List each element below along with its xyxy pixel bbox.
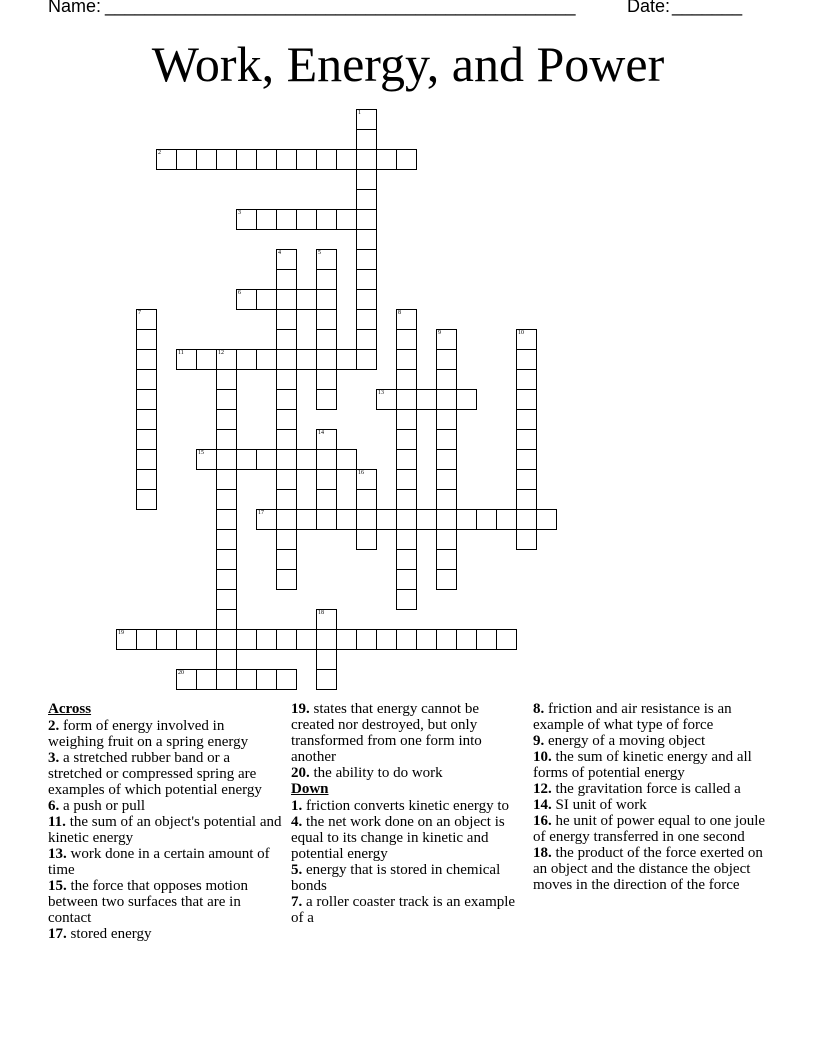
crossword-cell[interactable]	[336, 629, 357, 650]
clue-down-5	[291, 862, 526, 894]
crossword-cell[interactable]	[236, 149, 257, 170]
clue-number: 10.	[533, 749, 552, 765]
crossword-cell[interactable]	[196, 669, 217, 690]
crossword-cell[interactable]	[276, 489, 297, 510]
crossword-cell[interactable]	[536, 509, 557, 530]
crossword-cell[interactable]	[296, 449, 317, 470]
clue-text: a push or pull	[59, 798, 146, 814]
crossword-cell[interactable]	[316, 369, 337, 390]
crossword-cell[interactable]	[216, 509, 237, 530]
crossword-cell[interactable]	[396, 429, 417, 450]
crossword-cell[interactable]	[416, 629, 437, 650]
clue-number: 15.	[48, 878, 67, 894]
crossword-cell[interactable]	[276, 429, 297, 450]
crossword-cell[interactable]	[436, 429, 457, 450]
clue-text: friction converts kinetic energy to	[302, 798, 509, 814]
crossword-cell[interactable]	[336, 509, 357, 530]
crossword-cell[interactable]	[216, 609, 237, 630]
crossword-cell[interactable]	[416, 389, 437, 410]
crossword-cell[interactable]	[376, 149, 397, 170]
cell-clue-number: 4	[278, 250, 281, 256]
clue-number: 19.	[291, 701, 310, 717]
crossword-cell[interactable]	[316, 489, 337, 510]
crossword-cell[interactable]	[436, 389, 457, 410]
crossword-cell[interactable]	[356, 209, 377, 230]
crossword-cell[interactable]	[276, 329, 297, 350]
crossword-cell[interactable]	[436, 369, 457, 390]
crossword-cell[interactable]	[296, 509, 317, 530]
clues-column-1	[48, 701, 283, 942]
crossword-cell[interactable]	[256, 349, 277, 370]
clue-number: 16.	[533, 813, 552, 829]
crossword-cell[interactable]	[316, 389, 337, 410]
crossword-cell[interactable]	[356, 229, 377, 250]
crossword-cell[interactable]	[476, 629, 497, 650]
crossword-cell[interactable]	[316, 649, 337, 670]
cell-clue-number: 12	[218, 350, 224, 356]
crossword-cell[interactable]	[356, 169, 377, 190]
crossword-cell[interactable]	[296, 629, 317, 650]
crossword-cell[interactable]	[396, 469, 417, 490]
crossword-cell[interactable]	[296, 349, 317, 370]
cell-clue-number: 3	[238, 210, 241, 216]
clue-number: 2.	[48, 718, 60, 734]
clue-text: the sum of an object's potential and kinetic energy	[48, 814, 282, 846]
crossword-cell[interactable]	[136, 629, 157, 650]
crossword-cell[interactable]	[336, 149, 357, 170]
crossword-cell[interactable]	[356, 629, 377, 650]
clue-number: 6.	[48, 798, 60, 814]
cell-clue-number: 15	[198, 450, 204, 456]
crossword-cell[interactable]	[356, 269, 377, 290]
crossword-cell[interactable]	[516, 389, 537, 410]
clue-across-11	[48, 814, 283, 846]
cell-clue-number: 1	[358, 110, 361, 116]
crossword-cell[interactable]	[256, 669, 277, 690]
crossword-cell[interactable]	[136, 409, 157, 430]
crossword-cell[interactable]	[356, 289, 377, 310]
cell-clue-number: 2	[158, 150, 161, 156]
crossword-cell[interactable]	[216, 569, 237, 590]
down-heading: Down	[291, 781, 329, 797]
crossword-cell[interactable]	[356, 129, 377, 150]
clue-text: stored energy	[66, 926, 152, 942]
clue-text: a stretched rubber band or a stretched or compressed spring are examples of which potential energy	[48, 750, 262, 798]
clue-across-13	[48, 846, 283, 878]
crossword-cell[interactable]	[516, 409, 537, 430]
crossword-cell[interactable]	[436, 549, 457, 570]
crossword-cell[interactable]	[356, 249, 377, 270]
clue-number: 1.	[291, 798, 303, 814]
crossword-cell[interactable]	[356, 189, 377, 210]
clue-number: 17.	[48, 926, 67, 942]
crossword-cell[interactable]	[356, 469, 377, 490]
clue-down-14	[533, 797, 768, 813]
crossword-cell[interactable]	[276, 349, 297, 370]
clue-down-18	[533, 845, 768, 893]
crossword-cell[interactable]	[256, 289, 277, 310]
crossword-cell[interactable]	[516, 349, 537, 370]
clue-text: the force that opposes motion between two surfaces that are in contact	[48, 878, 248, 926]
crossword-cell[interactable]	[276, 309, 297, 330]
clue-number: 3.	[48, 750, 60, 766]
crossword-cell[interactable]	[236, 449, 257, 470]
crossword-cell[interactable]	[456, 629, 477, 650]
crossword-cell[interactable]	[396, 309, 417, 330]
crossword-cell[interactable]	[276, 509, 297, 530]
crossword-cell[interactable]	[376, 509, 397, 530]
crossword-cell[interactable]	[496, 629, 517, 650]
crossword-cell[interactable]	[176, 669, 197, 690]
clue-text: the sum of kinetic energy and all forms of potential energy	[533, 749, 752, 781]
crossword-cell[interactable]	[316, 289, 337, 310]
page-title: Work, Energy, and Power	[151, 36, 665, 92]
crossword-cell[interactable]	[356, 509, 377, 530]
crossword-cell[interactable]	[396, 149, 417, 170]
clue-across-2	[48, 718, 283, 750]
crossword-cell[interactable]	[316, 149, 337, 170]
crossword-cell[interactable]	[216, 489, 237, 510]
crossword-cell[interactable]	[316, 509, 337, 530]
crossword-cell[interactable]	[276, 549, 297, 570]
crossword-cell[interactable]	[136, 449, 157, 470]
crossword-cell[interactable]	[176, 149, 197, 170]
crossword-cell[interactable]	[316, 329, 337, 350]
clue-number: 7.	[291, 894, 303, 910]
crossword-cell[interactable]	[216, 629, 237, 650]
crossword-cell[interactable]	[136, 389, 157, 410]
crossword-cell[interactable]	[396, 549, 417, 570]
cell-clue-number: 20	[178, 670, 184, 676]
crossword-cell[interactable]	[396, 409, 417, 430]
clue-down-12	[533, 781, 768, 797]
cell-clue-number: 6	[238, 290, 241, 296]
crossword-cell[interactable]	[216, 669, 237, 690]
crossword-cell[interactable]	[176, 349, 197, 370]
crossword-cell[interactable]	[216, 409, 237, 430]
crossword-cell[interactable]	[316, 449, 337, 470]
cell-clue-number: 16	[358, 470, 364, 476]
clue-across-15	[48, 878, 283, 926]
clue-text: states that energy cannot be created nor destroyed, but only transformed from one form into another	[291, 701, 482, 765]
crossword-cell[interactable]	[316, 249, 337, 270]
crossword-cell[interactable]	[316, 629, 337, 650]
crossword-cell[interactable]	[136, 309, 157, 330]
crossword-cell[interactable]	[436, 349, 457, 370]
clue-text: the gravitation force is called a	[551, 781, 741, 797]
crossword-cell[interactable]	[296, 149, 317, 170]
clue-number: 13.	[48, 846, 67, 862]
crossword-cell[interactable]	[396, 589, 417, 610]
crossword-cell[interactable]	[216, 449, 237, 470]
cell-clue-number: 14	[318, 430, 324, 436]
cell-clue-number: 9	[438, 330, 441, 336]
clue-number: 5.	[291, 862, 303, 878]
clue-down-7	[291, 894, 526, 926]
clue-number: 14.	[533, 797, 552, 813]
clue-text: he unit of power equal to one joule of energy transferred in one second	[533, 813, 766, 845]
crossword-cell[interactable]	[216, 589, 237, 610]
crossword-cell[interactable]	[516, 469, 537, 490]
crossword-cell[interactable]	[116, 629, 137, 650]
clues-column-3	[533, 701, 768, 893]
crossword-cell[interactable]	[256, 209, 277, 230]
crossword-cell[interactable]	[216, 649, 237, 670]
cell-clue-number: 17	[258, 510, 264, 516]
clue-text: work done in a certain amount of time	[48, 846, 270, 878]
crossword-cell[interactable]	[396, 349, 417, 370]
crossword-cell[interactable]	[256, 149, 277, 170]
crossword-cell[interactable]	[236, 209, 257, 230]
crossword-cell[interactable]	[356, 149, 377, 170]
cell-clue-number: 10	[518, 330, 524, 336]
clue-text: form of energy involved in weighing fruit on a spring energy	[48, 718, 249, 750]
crossword-cell[interactable]	[396, 369, 417, 390]
crossword-cell[interactable]	[396, 329, 417, 350]
crossword-cell[interactable]	[356, 109, 377, 130]
crossword-cell[interactable]	[276, 469, 297, 490]
crossword-cell[interactable]	[176, 629, 197, 650]
clue-text: SI unit of work	[551, 797, 647, 813]
crossword-cell[interactable]	[196, 629, 217, 650]
clue-across-6	[48, 798, 283, 814]
crossword-cell[interactable]	[136, 329, 157, 350]
crossword-cell[interactable]	[236, 629, 257, 650]
crossword-cell[interactable]	[136, 369, 157, 390]
crossword-cell[interactable]	[356, 489, 377, 510]
clue-text: the ability to do work	[309, 765, 443, 781]
crossword-cell[interactable]	[216, 529, 237, 550]
crossword-cell[interactable]	[136, 489, 157, 510]
clue-down-1	[291, 798, 526, 814]
crossword-cell[interactable]	[276, 209, 297, 230]
crossword-cell[interactable]	[356, 529, 377, 550]
crossword-cell[interactable]	[316, 309, 337, 330]
crossword-cell[interactable]	[216, 549, 237, 570]
crossword-cell[interactable]	[276, 449, 297, 470]
crossword-cell[interactable]	[396, 489, 417, 510]
clue-number: 18.	[533, 845, 552, 861]
crossword-cell[interactable]	[196, 349, 217, 370]
clue-text: energy of a moving object	[544, 733, 706, 749]
crossword-cell[interactable]	[316, 469, 337, 490]
clue-across-3	[48, 750, 283, 798]
clue-text: friction and air resistance is an example of what type of force	[533, 701, 732, 733]
crossword-cell[interactable]	[336, 449, 357, 470]
crossword-cell[interactable]	[376, 629, 397, 650]
crossword-cell[interactable]	[256, 449, 277, 470]
crossword-cell[interactable]	[516, 489, 537, 510]
crossword-cell[interactable]	[396, 529, 417, 550]
crossword-cell[interactable]	[516, 509, 537, 530]
crossword-cell[interactable]	[476, 509, 497, 530]
crossword-cell[interactable]	[436, 449, 457, 470]
clue-text: energy that is stored in chemical bonds	[291, 862, 501, 894]
clue-number: 8.	[533, 701, 545, 717]
crossword-cell[interactable]	[156, 149, 177, 170]
crossword-cell[interactable]	[316, 349, 337, 370]
cell-clue-number: 19	[118, 630, 124, 636]
clue-across-20	[291, 765, 526, 781]
crossword-cell[interactable]	[436, 409, 457, 430]
crossword-cell[interactable]	[456, 509, 477, 530]
crossword-cell[interactable]	[276, 669, 297, 690]
name-label: Name:	[48, 0, 102, 16]
crossword-cell[interactable]	[516, 449, 537, 470]
crossword-cell[interactable]	[296, 209, 317, 230]
crossword-cell[interactable]	[276, 369, 297, 390]
crossword-cell[interactable]	[276, 629, 297, 650]
crossword-cell[interactable]	[356, 329, 377, 350]
clue-text: the product of the force exerted on an object and the distance the object moves in the direction of the force	[533, 845, 763, 893]
crossword-cell[interactable]	[316, 609, 337, 630]
clue-number: 20.	[291, 765, 310, 781]
crossword-cell[interactable]	[396, 629, 417, 650]
crossword-cell[interactable]	[216, 469, 237, 490]
name-field[interactable]: _______________________________________________	[105, 0, 576, 16]
crossword-cell[interactable]	[316, 669, 337, 690]
crossword-cell[interactable]	[196, 149, 217, 170]
crossword-cell[interactable]	[436, 509, 457, 530]
date-field[interactable]: _______	[672, 0, 743, 16]
crossword-cell[interactable]	[216, 429, 237, 450]
crossword-cell[interactable]	[456, 389, 477, 410]
crossword-cell[interactable]	[436, 529, 457, 550]
clue-down-9	[533, 733, 768, 749]
crossword-cell[interactable]	[516, 329, 537, 350]
crossword-cell[interactable]	[356, 309, 377, 330]
crossword-cell[interactable]	[336, 209, 357, 230]
crossword-cell[interactable]	[516, 429, 537, 450]
clue-down-4	[291, 814, 526, 862]
crossword-cell[interactable]	[316, 209, 337, 230]
crossword-cell[interactable]	[136, 429, 157, 450]
crossword-cell[interactable]	[276, 409, 297, 430]
crossword-cell[interactable]	[276, 569, 297, 590]
clue-number: 12.	[533, 781, 552, 797]
crossword-cell[interactable]	[496, 509, 517, 530]
crossword-cell[interactable]	[196, 449, 217, 470]
crossword-cell[interactable]	[276, 249, 297, 270]
crossword-cell[interactable]	[436, 629, 457, 650]
clue-text: a roller coaster track is an example of a	[291, 894, 516, 926]
crossword-cell[interactable]	[276, 289, 297, 310]
crossword-cell[interactable]	[396, 449, 417, 470]
clue-down-8	[533, 701, 768, 733]
cell-clue-number: 5	[318, 250, 321, 256]
crossword-cell[interactable]	[136, 349, 157, 370]
crossword-cell[interactable]	[276, 389, 297, 410]
cell-clue-number: 13	[378, 390, 384, 396]
crossword-cell[interactable]	[336, 349, 357, 370]
cell-clue-number: 18	[318, 610, 324, 616]
cell-clue-number: 7	[138, 310, 141, 316]
crossword-cell[interactable]	[356, 349, 377, 370]
clue-across-19	[291, 701, 526, 765]
crossword-cell[interactable]	[156, 629, 177, 650]
crossword-cell[interactable]	[256, 629, 277, 650]
crossword-cell[interactable]	[236, 669, 257, 690]
crossword-cell[interactable]	[396, 389, 417, 410]
crossword-cell[interactable]	[376, 389, 397, 410]
crossword-cell[interactable]	[256, 509, 277, 530]
crossword-cell[interactable]	[296, 289, 317, 310]
clue-text: the net work done on an object is equal to its change in kinetic and potential energy	[291, 814, 505, 862]
crossword-cell[interactable]	[436, 569, 457, 590]
date-label: Date:	[627, 0, 671, 16]
crossword-cell[interactable]	[516, 369, 537, 390]
crossword-cell[interactable]	[396, 509, 417, 530]
crossword-cell[interactable]	[436, 329, 457, 350]
crossword-cell[interactable]	[416, 509, 437, 530]
crossword-cell[interactable]	[316, 429, 337, 450]
crossword-cell[interactable]	[276, 269, 297, 290]
cell-clue-number: 11	[178, 350, 184, 356]
clues-column-2	[291, 701, 526, 926]
crossword-cell[interactable]	[396, 569, 417, 590]
crossword-cell[interactable]	[216, 369, 237, 390]
crossword-cell[interactable]	[236, 289, 257, 310]
cell-clue-number: 8	[398, 310, 401, 316]
crossword-cell[interactable]	[276, 149, 297, 170]
crossword-cell[interactable]	[276, 529, 297, 550]
crossword-cell[interactable]	[136, 469, 157, 490]
crossword-cell[interactable]	[216, 349, 237, 370]
crossword-cell[interactable]	[236, 349, 257, 370]
clue-down-10	[533, 749, 768, 781]
clue-across-17	[48, 926, 283, 942]
clue-number: 4.	[291, 814, 303, 830]
across-heading: Across	[48, 701, 92, 717]
clue-number: 9.	[533, 733, 545, 749]
crossword-cell[interactable]	[316, 269, 337, 290]
crossword-cell[interactable]	[436, 489, 457, 510]
clue-down-16	[533, 813, 768, 845]
clue-number: 11.	[48, 814, 66, 830]
crossword-cell[interactable]	[216, 389, 237, 410]
crossword-cell[interactable]	[216, 149, 237, 170]
crossword-cell[interactable]	[436, 469, 457, 490]
crossword-cell[interactable]	[516, 529, 537, 550]
